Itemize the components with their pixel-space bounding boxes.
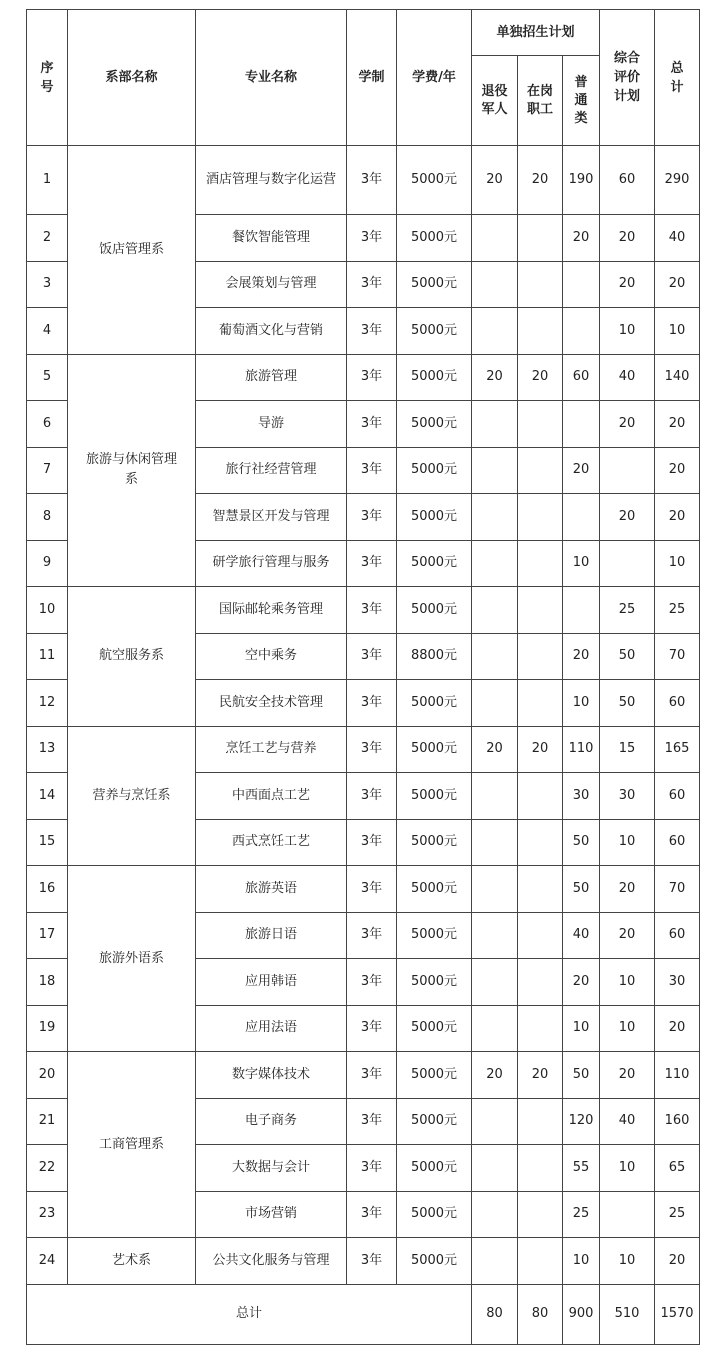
no-cell: 16 <box>27 866 68 913</box>
major-cell: 酒店管理与数字化运营 <box>196 146 347 215</box>
general-cell: 25 <box>563 1191 600 1238</box>
no-cell: 8 <box>27 494 68 541</box>
header-major: 专业名称 <box>196 10 347 146</box>
veterans-cell <box>472 819 518 866</box>
general-cell: 10 <box>563 1238 600 1285</box>
fee-cell: 5000元 <box>397 959 472 1006</box>
employees-cell <box>518 1098 563 1145</box>
comprehensive-cell: 40 <box>600 1098 655 1145</box>
employees-cell <box>518 540 563 587</box>
years-cell: 3年 <box>347 726 397 773</box>
no-cell: 13 <box>27 726 68 773</box>
fee-cell: 5000元 <box>397 912 472 959</box>
total-cell: 290 <box>655 146 700 215</box>
no-cell: 12 <box>27 680 68 727</box>
comprehensive-cell: 40 <box>600 354 655 401</box>
total-cell: 20 <box>655 1005 700 1052</box>
table-row <box>27 1238 700 1285</box>
comprehensive-cell: 10 <box>600 1238 655 1285</box>
totals-total: 1570 <box>655 1284 700 1344</box>
fee-cell: 5000元 <box>397 354 472 401</box>
major-cell: 市场营销 <box>196 1191 347 1238</box>
major-cell: 旅游英语 <box>196 866 347 913</box>
general-cell: 50 <box>563 866 600 913</box>
employees-cell: 20 <box>518 726 563 773</box>
employees-cell <box>518 1005 563 1052</box>
table-row <box>27 726 700 773</box>
general-cell: 10 <box>563 540 600 587</box>
years-cell: 3年 <box>347 866 397 913</box>
fee-cell: 5000元 <box>397 866 472 913</box>
employees-cell <box>518 1238 563 1285</box>
comprehensive-cell: 10 <box>600 819 655 866</box>
table-row <box>27 1052 700 1099</box>
header-no: 序号 <box>27 10 68 146</box>
general-cell: 110 <box>563 726 600 773</box>
employees-cell <box>518 773 563 820</box>
no-cell: 14 <box>27 773 68 820</box>
header-comprehensive: 综合评价计划 <box>600 10 655 146</box>
no-cell: 5 <box>27 354 68 401</box>
fee-cell: 5000元 <box>397 401 472 448</box>
total-cell: 10 <box>655 308 700 355</box>
major-cell: 民航安全技术管理 <box>196 680 347 727</box>
fee-cell: 5000元 <box>397 447 472 494</box>
dept-cell: 艺术系 <box>68 1238 196 1285</box>
comprehensive-cell: 20 <box>600 866 655 913</box>
header-employees: 在岗职工 <box>518 56 563 146</box>
employees-cell: 20 <box>518 354 563 401</box>
no-cell: 4 <box>27 308 68 355</box>
major-cell: 公共文化服务与管理 <box>196 1238 347 1285</box>
dept-cell: 航空服务系 <box>68 587 196 727</box>
comprehensive-cell <box>600 447 655 494</box>
employees-cell <box>518 912 563 959</box>
veterans-cell <box>472 587 518 634</box>
veterans-cell <box>472 1238 518 1285</box>
total-cell: 10 <box>655 540 700 587</box>
comprehensive-cell: 10 <box>600 308 655 355</box>
employees-cell <box>518 680 563 727</box>
comprehensive-cell: 50 <box>600 680 655 727</box>
no-cell: 1 <box>27 146 68 215</box>
comprehensive-cell: 20 <box>600 401 655 448</box>
years-cell: 3年 <box>347 1052 397 1099</box>
years-cell: 3年 <box>347 354 397 401</box>
major-cell: 旅游管理 <box>196 354 347 401</box>
no-cell: 24 <box>27 1238 68 1285</box>
comprehensive-cell: 20 <box>600 494 655 541</box>
years-cell: 3年 <box>347 1098 397 1145</box>
total-cell: 30 <box>655 959 700 1006</box>
header-veterans: 退役军人 <box>472 56 518 146</box>
fee-cell: 5000元 <box>397 1005 472 1052</box>
major-cell: 葡萄酒文化与营销 <box>196 308 347 355</box>
veterans-cell <box>472 633 518 680</box>
totals-general: 900 <box>563 1284 600 1344</box>
comprehensive-cell: 10 <box>600 1145 655 1192</box>
totals-comprehensive: 510 <box>600 1284 655 1344</box>
veterans-cell <box>472 912 518 959</box>
header-total: 总计 <box>655 10 700 146</box>
employees-cell <box>518 1191 563 1238</box>
comprehensive-cell: 10 <box>600 959 655 1006</box>
veterans-cell <box>472 1098 518 1145</box>
fee-cell: 5000元 <box>397 494 472 541</box>
veterans-cell <box>472 308 518 355</box>
total-cell: 25 <box>655 1191 700 1238</box>
years-cell: 3年 <box>347 215 397 262</box>
fee-cell: 5000元 <box>397 680 472 727</box>
major-cell: 研学旅行管理与服务 <box>196 540 347 587</box>
major-cell: 电子商务 <box>196 1098 347 1145</box>
fee-cell: 5000元 <box>397 819 472 866</box>
general-cell: 30 <box>563 773 600 820</box>
table-body <box>27 146 700 1285</box>
employees-cell <box>518 587 563 634</box>
general-cell: 10 <box>563 1005 600 1052</box>
major-cell: 中西面点工艺 <box>196 773 347 820</box>
years-cell: 3年 <box>347 146 397 215</box>
veterans-cell <box>472 773 518 820</box>
comprehensive-cell: 25 <box>600 587 655 634</box>
no-cell: 22 <box>27 1145 68 1192</box>
general-cell: 10 <box>563 680 600 727</box>
employees-cell <box>518 401 563 448</box>
general-cell: 120 <box>563 1098 600 1145</box>
dept-cell: 旅游与休闲管理系 <box>68 354 196 587</box>
years-cell: 3年 <box>347 494 397 541</box>
years-cell: 3年 <box>347 959 397 1006</box>
fee-cell: 5000元 <box>397 587 472 634</box>
years-cell: 3年 <box>347 540 397 587</box>
total-cell: 60 <box>655 680 700 727</box>
veterans-cell <box>472 215 518 262</box>
years-cell: 3年 <box>347 680 397 727</box>
no-cell: 17 <box>27 912 68 959</box>
veterans-cell <box>472 866 518 913</box>
total-cell: 60 <box>655 773 700 820</box>
header-years: 学制 <box>347 10 397 146</box>
comprehensive-cell: 30 <box>600 773 655 820</box>
general-cell <box>563 494 600 541</box>
major-cell: 智慧景区开发与管理 <box>196 494 347 541</box>
total-cell: 165 <box>655 726 700 773</box>
no-cell: 11 <box>27 633 68 680</box>
general-cell <box>563 308 600 355</box>
general-cell: 55 <box>563 1145 600 1192</box>
major-cell: 应用韩语 <box>196 959 347 1006</box>
general-cell: 190 <box>563 146 600 215</box>
comprehensive-cell: 60 <box>600 146 655 215</box>
fee-cell: 5000元 <box>397 1238 472 1285</box>
years-cell: 3年 <box>347 1145 397 1192</box>
employees-cell <box>518 308 563 355</box>
fee-cell: 8800元 <box>397 633 472 680</box>
years-cell: 3年 <box>347 819 397 866</box>
employees-cell <box>518 1145 563 1192</box>
total-cell: 110 <box>655 1052 700 1099</box>
no-cell: 23 <box>27 1191 68 1238</box>
fee-cell: 5000元 <box>397 146 472 215</box>
veterans-cell <box>472 261 518 308</box>
major-cell: 烹饪工艺与营养 <box>196 726 347 773</box>
total-cell: 20 <box>655 261 700 308</box>
header-general: 普通类 <box>563 56 600 146</box>
veterans-cell: 20 <box>472 354 518 401</box>
major-cell: 旅行社经营管理 <box>196 447 347 494</box>
fee-cell: 5000元 <box>397 1191 472 1238</box>
totals-row <box>27 1284 700 1344</box>
total-cell: 160 <box>655 1098 700 1145</box>
years-cell: 3年 <box>347 1238 397 1285</box>
veterans-cell <box>472 447 518 494</box>
no-cell: 2 <box>27 215 68 262</box>
years-cell: 3年 <box>347 773 397 820</box>
general-cell <box>563 261 600 308</box>
comprehensive-cell: 10 <box>600 1005 655 1052</box>
comprehensive-cell: 50 <box>600 633 655 680</box>
no-cell: 21 <box>27 1098 68 1145</box>
header-fee: 学费/年 <box>397 10 472 146</box>
general-cell: 20 <box>563 959 600 1006</box>
totals-employees: 80 <box>518 1284 563 1344</box>
veterans-cell <box>472 1191 518 1238</box>
dept-cell: 营养与烹饪系 <box>68 726 196 866</box>
years-cell: 3年 <box>347 401 397 448</box>
totals-label: 总计 <box>27 1284 472 1344</box>
no-cell: 20 <box>27 1052 68 1099</box>
no-cell: 7 <box>27 447 68 494</box>
veterans-cell <box>472 494 518 541</box>
no-cell: 6 <box>27 401 68 448</box>
major-cell: 西式烹饪工艺 <box>196 819 347 866</box>
general-cell <box>563 587 600 634</box>
header-single-plan: 单独招生计划 <box>472 10 600 56</box>
fee-cell: 5000元 <box>397 308 472 355</box>
employees-cell <box>518 447 563 494</box>
veterans-cell: 20 <box>472 1052 518 1099</box>
years-cell: 3年 <box>347 587 397 634</box>
header-row <box>27 10 700 56</box>
fee-cell: 5000元 <box>397 726 472 773</box>
employees-cell <box>518 819 563 866</box>
veterans-cell <box>472 1145 518 1192</box>
no-cell: 19 <box>27 1005 68 1052</box>
dept-cell: 旅游外语系 <box>68 866 196 1052</box>
employees-cell <box>518 959 563 1006</box>
comprehensive-cell: 20 <box>600 1052 655 1099</box>
no-cell: 3 <box>27 261 68 308</box>
major-cell: 导游 <box>196 401 347 448</box>
fee-cell: 5000元 <box>397 1145 472 1192</box>
general-cell: 20 <box>563 447 600 494</box>
general-cell: 60 <box>563 354 600 401</box>
employees-cell <box>518 866 563 913</box>
no-cell: 18 <box>27 959 68 1006</box>
comprehensive-cell: 20 <box>600 912 655 959</box>
total-cell: 60 <box>655 819 700 866</box>
comprehensive-cell <box>600 1191 655 1238</box>
years-cell: 3年 <box>347 1191 397 1238</box>
major-cell: 数字媒体技术 <box>196 1052 347 1099</box>
dept-cell: 饭店管理系 <box>68 146 196 355</box>
fee-cell: 5000元 <box>397 261 472 308</box>
total-cell: 25 <box>655 587 700 634</box>
header-dept: 系部名称 <box>68 10 196 146</box>
major-cell: 空中乘务 <box>196 633 347 680</box>
employees-cell <box>518 494 563 541</box>
total-cell: 20 <box>655 494 700 541</box>
general-cell: 40 <box>563 912 600 959</box>
employees-cell <box>518 633 563 680</box>
years-cell: 3年 <box>347 912 397 959</box>
dept-cell: 工商管理系 <box>68 1052 196 1238</box>
fee-cell: 5000元 <box>397 540 472 587</box>
veterans-cell <box>472 1005 518 1052</box>
total-cell: 70 <box>655 866 700 913</box>
total-cell: 40 <box>655 215 700 262</box>
major-cell: 会展策划与管理 <box>196 261 347 308</box>
total-cell: 70 <box>655 633 700 680</box>
years-cell: 3年 <box>347 447 397 494</box>
table-row <box>27 354 700 401</box>
no-cell: 10 <box>27 587 68 634</box>
veterans-cell <box>472 680 518 727</box>
employees-cell: 20 <box>518 1052 563 1099</box>
totals-veterans: 80 <box>472 1284 518 1344</box>
fee-cell: 5000元 <box>397 1098 472 1145</box>
fee-cell: 5000元 <box>397 773 472 820</box>
veterans-cell <box>472 540 518 587</box>
comprehensive-cell <box>600 540 655 587</box>
total-cell: 65 <box>655 1145 700 1192</box>
employees-cell <box>518 215 563 262</box>
comprehensive-cell: 20 <box>600 215 655 262</box>
fee-cell: 5000元 <box>397 215 472 262</box>
general-cell: 50 <box>563 819 600 866</box>
no-cell: 9 <box>27 540 68 587</box>
general-cell: 50 <box>563 1052 600 1099</box>
table-row <box>27 146 700 215</box>
general-cell: 20 <box>563 633 600 680</box>
total-cell: 140 <box>655 354 700 401</box>
general-cell: 20 <box>563 215 600 262</box>
total-cell: 60 <box>655 912 700 959</box>
years-cell: 3年 <box>347 308 397 355</box>
years-cell: 3年 <box>347 1005 397 1052</box>
employees-cell <box>518 261 563 308</box>
veterans-cell: 20 <box>472 726 518 773</box>
total-cell: 20 <box>655 1238 700 1285</box>
comprehensive-cell: 20 <box>600 261 655 308</box>
fee-cell: 5000元 <box>397 1052 472 1099</box>
major-cell: 餐饮智能管理 <box>196 215 347 262</box>
veterans-cell <box>472 959 518 1006</box>
years-cell: 3年 <box>347 633 397 680</box>
major-cell: 国际邮轮乘务管理 <box>196 587 347 634</box>
employees-cell: 20 <box>518 146 563 215</box>
years-cell: 3年 <box>347 261 397 308</box>
total-cell: 20 <box>655 401 700 448</box>
enrollment-plan-table <box>26 9 700 1345</box>
total-cell: 20 <box>655 447 700 494</box>
table-row <box>27 587 700 634</box>
comprehensive-cell: 15 <box>600 726 655 773</box>
major-cell: 大数据与会计 <box>196 1145 347 1192</box>
veterans-cell: 20 <box>472 146 518 215</box>
no-cell: 15 <box>27 819 68 866</box>
major-cell: 旅游日语 <box>196 912 347 959</box>
veterans-cell <box>472 401 518 448</box>
table-row <box>27 866 700 913</box>
major-cell: 应用法语 <box>196 1005 347 1052</box>
general-cell <box>563 401 600 448</box>
